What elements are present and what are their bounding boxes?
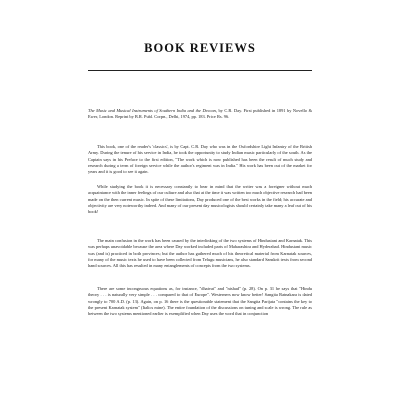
review-paragraph: There are some incongruous equations as, for instance, "dhaivat" and "nishad" (p. 28). On p. 31 he says that "Hindu theory . . . is naturally very simple . . . compared to that of Europe". Westerners now know better! Sangita Ratnakara is dated wrongly to 700 A.D. (p. 13). Again, on p. 16 there is the questionable statement that the Sangita Parijata "contains the key to the present Karnatak system" (Italics mine). The entire foundation of the discussions on tuning and scale is wrong. The rule as between the two systems mentioned earlier is exemplified when Day uses the word that in conjunction <box>88 286 312 317</box>
book-title: The Music and Musical Instruments of Southern India and the Deccan, <box>88 108 217 113</box>
book-citation <box>88 108 312 120</box>
review-paragraph: The main confusion in the work has been caused by the interlinking of the two systems of Hindustani and Karnatak. This was perhaps unavoidable because the area where Day worked included parts of Maharashtra and Hyderabad. Hindustani music was (and is) practiced in both provinces; but the author has gathered much of his theoretical material from Karnatak sources, for many of the music texts he used to have been collected from Telugu musicians, he also standard Sanskrit texts from second hand sources. All this has resulted in many entanglements of concepts from the two systems. <box>88 238 312 269</box>
heading-rule <box>88 70 312 71</box>
page-heading: BOOK REVIEWS <box>144 41 256 55</box>
book-publication-details: by C.R. Day. First published in 1891 by Novello & Ewer, London. Reprint by B.R. Publ. Corpn., Delhi, 1974, pp. 183. Price Rs. 96. <box>88 108 312 120</box>
review-paragraph: While studying the book it is necessary constantly to bear in mind that the writer was a foreigner without much acquaintance with the inner feelings of our culture and also that at the time it was written too much objective research had been made on the then current music. In spite of these limitations, Day produced one of the best works in the field; his accurate and objectivity are very noteworthy indeed. And many of our present day musicologists should certainly take many a leaf out of his book! <box>88 184 312 215</box>
review-paragraph: This book, one of the reader's 'classics', is by Capt. C.R. Day who was in the Oxfordshire Light Infantry of the British Army. During the tenure of his service in India, he took the opportunity to study Indian music particularly of the south. As the Captain says in his Preface to the first edition, "The work which is now published has been the result of much study and research during a term of foreign service while the author's regiment was in India." His work has been out of the market for years and it is good to see it again. <box>88 144 312 175</box>
